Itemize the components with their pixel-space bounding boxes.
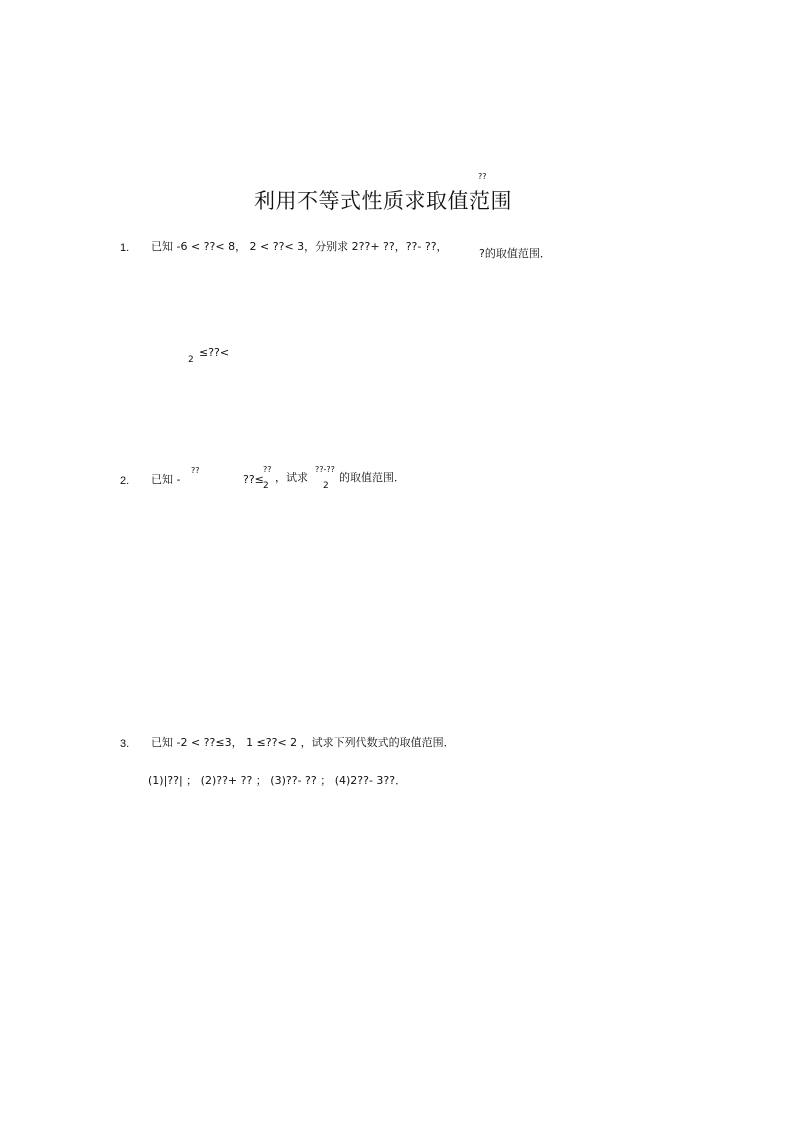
problem-2-text-b: ??≤ (243, 473, 264, 486)
problem-1-text-tail: ?的取值范围． (479, 247, 551, 260)
problem-2-number: 2. (120, 475, 130, 487)
problem-2-fraction-denominator: 2 (263, 481, 269, 491)
problem-3-text: 已知 -2 < ??≤3， 1 ≤??< 2 ，试求下列代数式的取值范围． (151, 736, 455, 749)
problem-1-hint: ≤??< (199, 346, 230, 359)
problem-3-number: 3. (120, 738, 130, 750)
problem-2-fraction-numerator: ?? (263, 465, 272, 474)
page-title: 利用不等式性质求取值范围 (254, 189, 512, 213)
problem-2-superscript: ?? (191, 466, 200, 475)
title-superscript: ?? (478, 172, 487, 181)
problem-3-parts: (1)|??| ； (2)??+ ?? ； (3)??- ?? ； (4)2??- 3??． (148, 774, 407, 787)
problem-2-text-d: 的取值范围． (339, 471, 405, 484)
problem-1-text: 已知 -6 < ??< 8， 2 < ??< 3，分别求 2??+ ??，??- ??， (151, 240, 448, 253)
problem-1-hint-small: 2 (188, 355, 194, 365)
problem-2-fraction-c-numerator: ??-?? (315, 465, 335, 474)
problem-1-number: 1. (120, 242, 130, 254)
problem-2-fraction-c-denominator: 2 (323, 481, 329, 491)
problem-2-text-a: 已知 - (151, 473, 181, 486)
problem-2-text-c: ，试求 (275, 471, 308, 484)
